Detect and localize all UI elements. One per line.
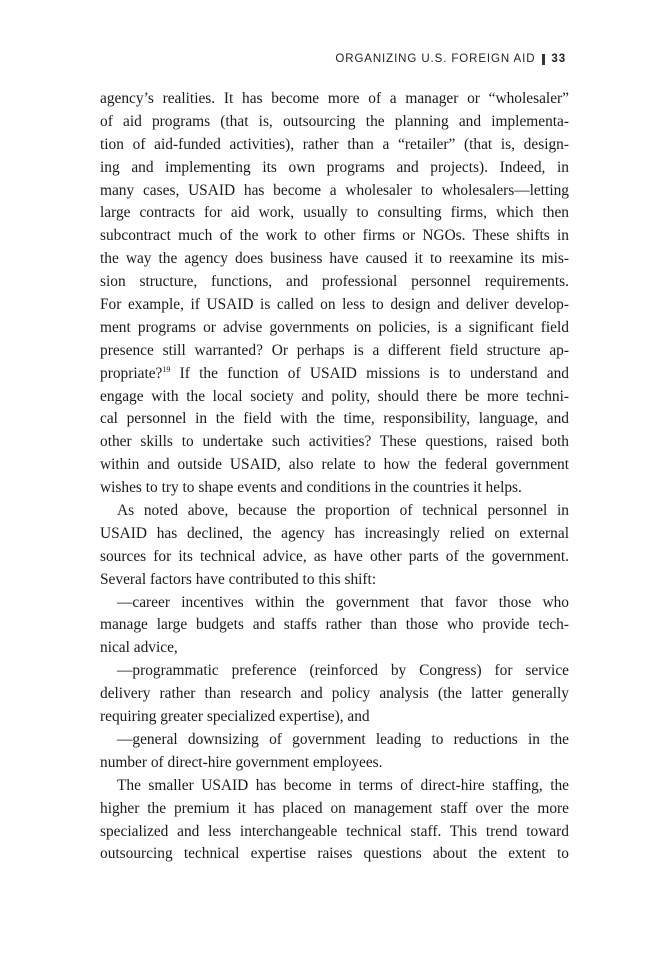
text-line: sources for its technical advice, as have other parts of the government.	[100, 547, 569, 565]
text-line: manage large budgets and staffs rather than those who provide tech-	[100, 616, 569, 634]
text-line: other skills to undertake such activities? These questions, raised both	[100, 433, 569, 451]
footnote-marker: 19	[162, 364, 171, 374]
text-line: ing and implementing its own programs and projects). Indeed, in	[100, 158, 569, 176]
text-line: sion structure, functions, and professional personnel requirements.	[100, 273, 569, 291]
text-line: tion of aid-funded activities), rather than a “retailer” (that is, design-	[100, 135, 569, 153]
text-line: engage with the local society and polity, should there be more techni-	[100, 387, 569, 405]
text-line: Several factors have contributed to this shift:	[100, 570, 377, 588]
text-line: the way the agency does business have caused it to reexamine its mis-	[100, 250, 569, 268]
header-separator	[542, 54, 545, 65]
text-line: large contracts for aid work, usually to consulting firms, which then	[100, 204, 569, 222]
text-line: USAID has declined, the agency has increasingly relied on external	[100, 524, 569, 542]
text-line: subcontract much of the work to other firms or NGOs. These shifts in	[100, 227, 569, 245]
text-line: —career incentives within the government that favor those who	[117, 593, 569, 611]
list-item	[100, 592, 569, 661]
text-line: As noted above, because the proportion of technical personnel in	[117, 502, 569, 520]
text-line: within and outside USAID, also relate to how the federal government	[100, 456, 569, 474]
text-line: of aid programs (that is, outsourcing the planning and implementa-	[100, 112, 569, 130]
text-line: requiring greater specialized expertise), and	[100, 708, 370, 726]
text-line: wishes to try to shape events and conditions in the countries it helps.	[100, 479, 522, 497]
paragraph	[100, 88, 569, 500]
paragraph	[100, 500, 569, 592]
text-line: delivery rather than research and policy analysis (the latter generally	[100, 685, 569, 703]
text-line: ment programs or advise governments on policies, is a significant field	[100, 318, 569, 336]
text-line: number of direct-hire government employees.	[100, 753, 383, 771]
text-line: outsourcing technical expertise raises questions about the extent to	[100, 845, 569, 863]
list-item	[100, 660, 569, 729]
text-line: cal personnel in the field with the time, responsibility, language, and	[100, 410, 569, 428]
paragraph	[100, 775, 569, 867]
running-head	[335, 53, 566, 65]
text-line: specialized and less interchangeable technical staff. This trend toward	[100, 822, 569, 840]
text-line: The smaller USAID has become in terms of direct-hire staffing, the	[117, 776, 569, 794]
text-line: nical advice,	[100, 639, 178, 657]
text-fragment: If the function of USAID missions is to understand and	[170, 364, 569, 382]
running-title: ORGANIZING U.S. FOREIGN AID	[335, 53, 536, 65]
text-line: —general downsizing of government leading to reductions in the	[117, 730, 569, 748]
text-line-with-note	[100, 363, 569, 386]
list-item	[100, 729, 569, 775]
page-number: 33	[551, 53, 566, 65]
text-line: presence still warranted? Or perhaps is a different field structure ap-	[100, 341, 569, 359]
body-text	[100, 88, 569, 866]
text-line: higher the premium it has placed on management staff over the more	[100, 799, 569, 817]
text-line: —programmatic preference (reinforced by Congress) for service	[117, 662, 569, 680]
text-line: agency’s realities. It has become more of a manager or “wholesaler”	[100, 90, 569, 107]
text-line: For example, if USAID is called on less to design and deliver develop-	[100, 296, 569, 314]
text-line: many cases, USAID has become a wholesaler to wholesalers—letting	[100, 181, 569, 199]
text-fragment: propriate?	[100, 364, 163, 382]
